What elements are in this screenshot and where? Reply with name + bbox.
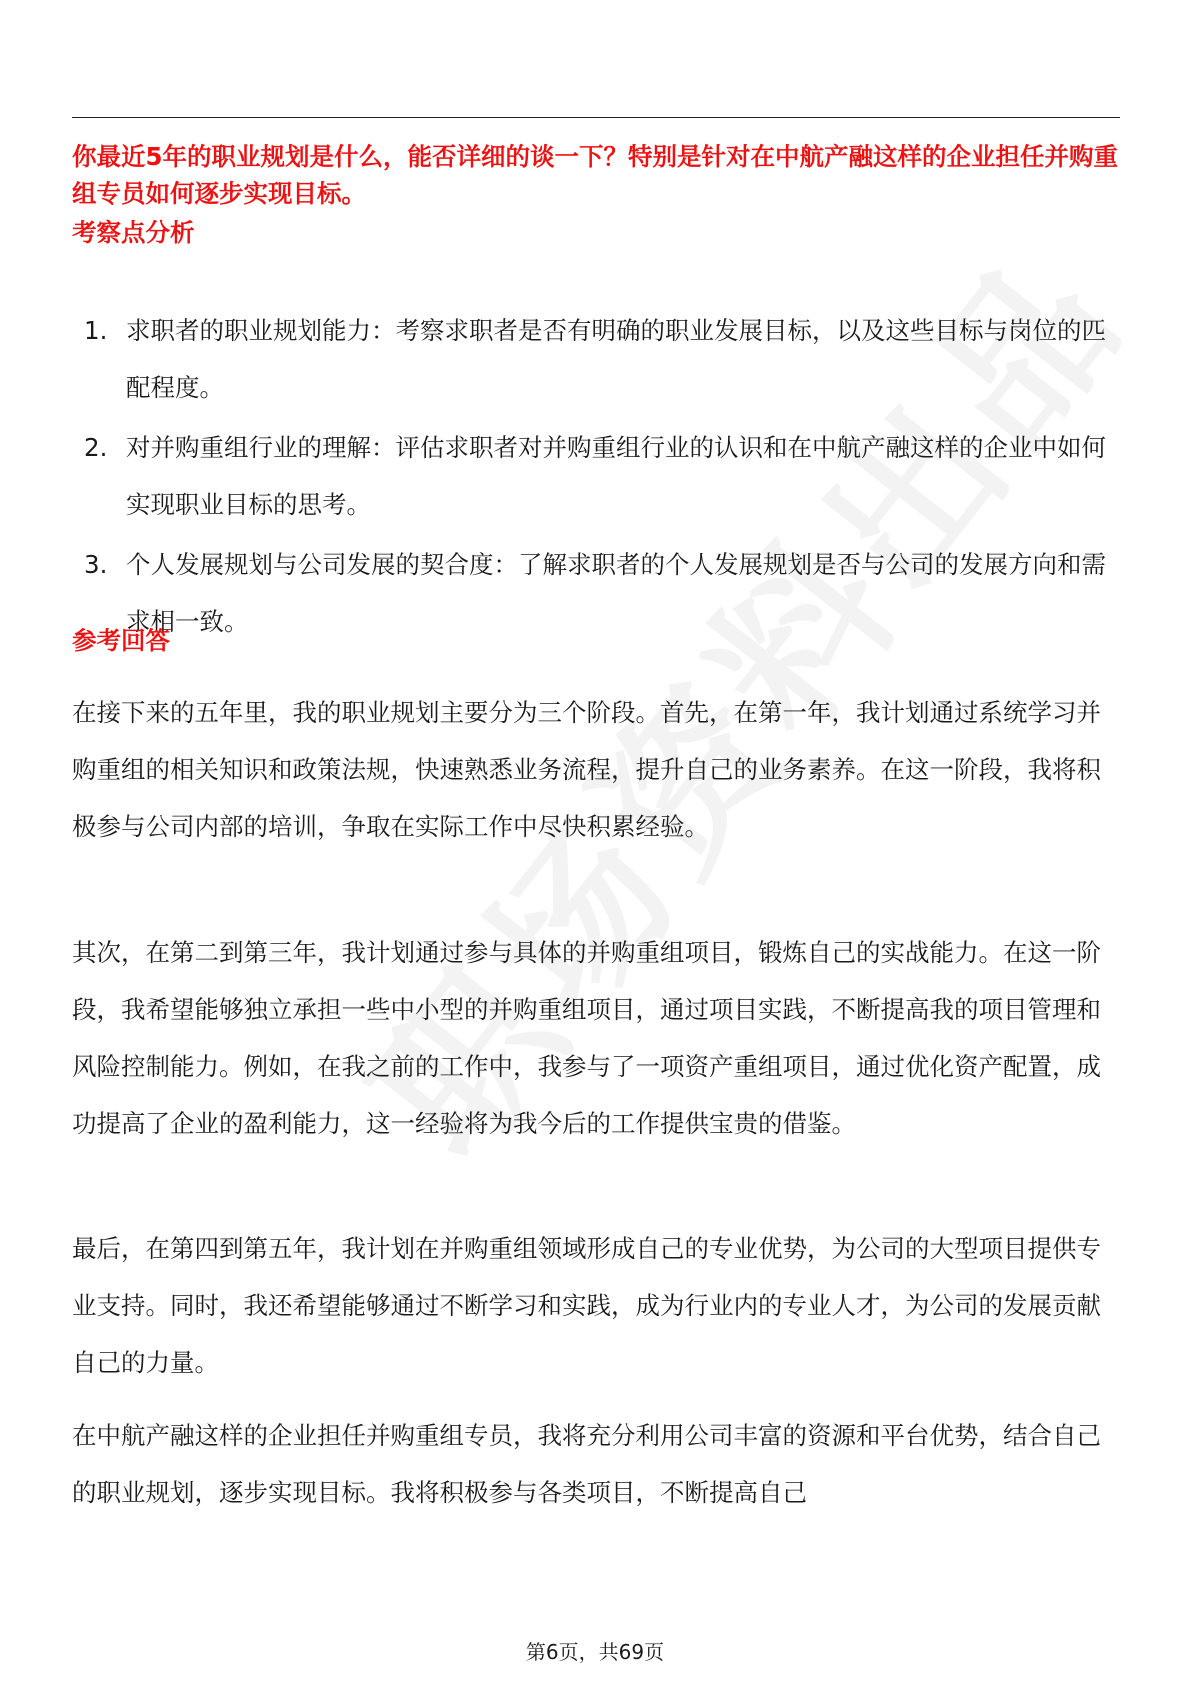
list-number: 3. (84, 550, 108, 579)
answer-paragraph-1: 在接下来的五年里，我的职业规划主要分为三个阶段。首先，在第一年，我计划通过系统学习并购重组的相关知识和政策法规，快速熟悉业务流程，提升自己的业务素养。在这一阶段，我将积极参与公司内部的培训，争取在实际工作中尽快积累经验。 (72, 698, 1101, 841)
analysis-item-text: 求职者的职业规划能力：考察求职者是否有明确的职业发展目标，以及这些目标与岗位的匹配程度。 (126, 316, 1106, 402)
page-number: 第6页，共69页 (525, 1640, 665, 1664)
list-number: 1. (84, 316, 108, 345)
analysis-item-text: 个人发展规划与公司发展的契合度：了解求职者的个人发展规划是否与公司的发展方向和需求相一致。 (126, 550, 1106, 636)
question-title: 你最近5年的职业规划是什么，能否详细的谈一下？特别是针对在中航产融这样的企业担任并购重组专员如何逐步实现目标。 (72, 142, 1119, 208)
analysis-list (72, 302, 1122, 653)
analysis-item (72, 419, 1122, 533)
analysis-heading: 考察点分析 (72, 218, 195, 247)
analysis-item (72, 536, 1122, 650)
answer-paragraph-2: 其次，在第二到第三年，我计划通过参与具体的并购重组项目，锻炼自己的实战能力。在这一阶段，我希望能够独立承担一些中小型的并购重组项目，通过项目实践，不断提高我的项目管理和风险控制能力。例如，在我之前的工作中，我参与了一项资产重组项目，通过优化资产配置，成功提高了企业的盈利能力，这一经验将为我今后的工作提供宝贵的借鉴。 (72, 938, 1101, 1138)
analysis-item-text: 对并购重组行业的理解：评估求职者对并购重组行业的认识和在中航产融这样的企业中如何实现职业目标的思考。 (126, 433, 1106, 519)
header-divider (72, 117, 1120, 118)
analysis-item (72, 302, 1122, 416)
answer-heading: 参考回答 (72, 626, 170, 655)
answer-paragraph-3: 最后，在第四到第五年，我计划在并购重组领域形成自己的专业优势，为公司的大型项目提供专业支持。同时，我还希望能够通过不断学习和实践，成为行业内的专业人才，为公司的发展贡献自己的力量。 (72, 1234, 1101, 1377)
answer-paragraph-4: 在中航产融这样的企业担任并购重组专员，我将充分利用公司丰富的资源和平台优势，结合自己的职业规划，逐步实现目标。我将积极参与各类项目，不断提高自己 (72, 1421, 1101, 1507)
list-number: 2. (84, 433, 108, 462)
